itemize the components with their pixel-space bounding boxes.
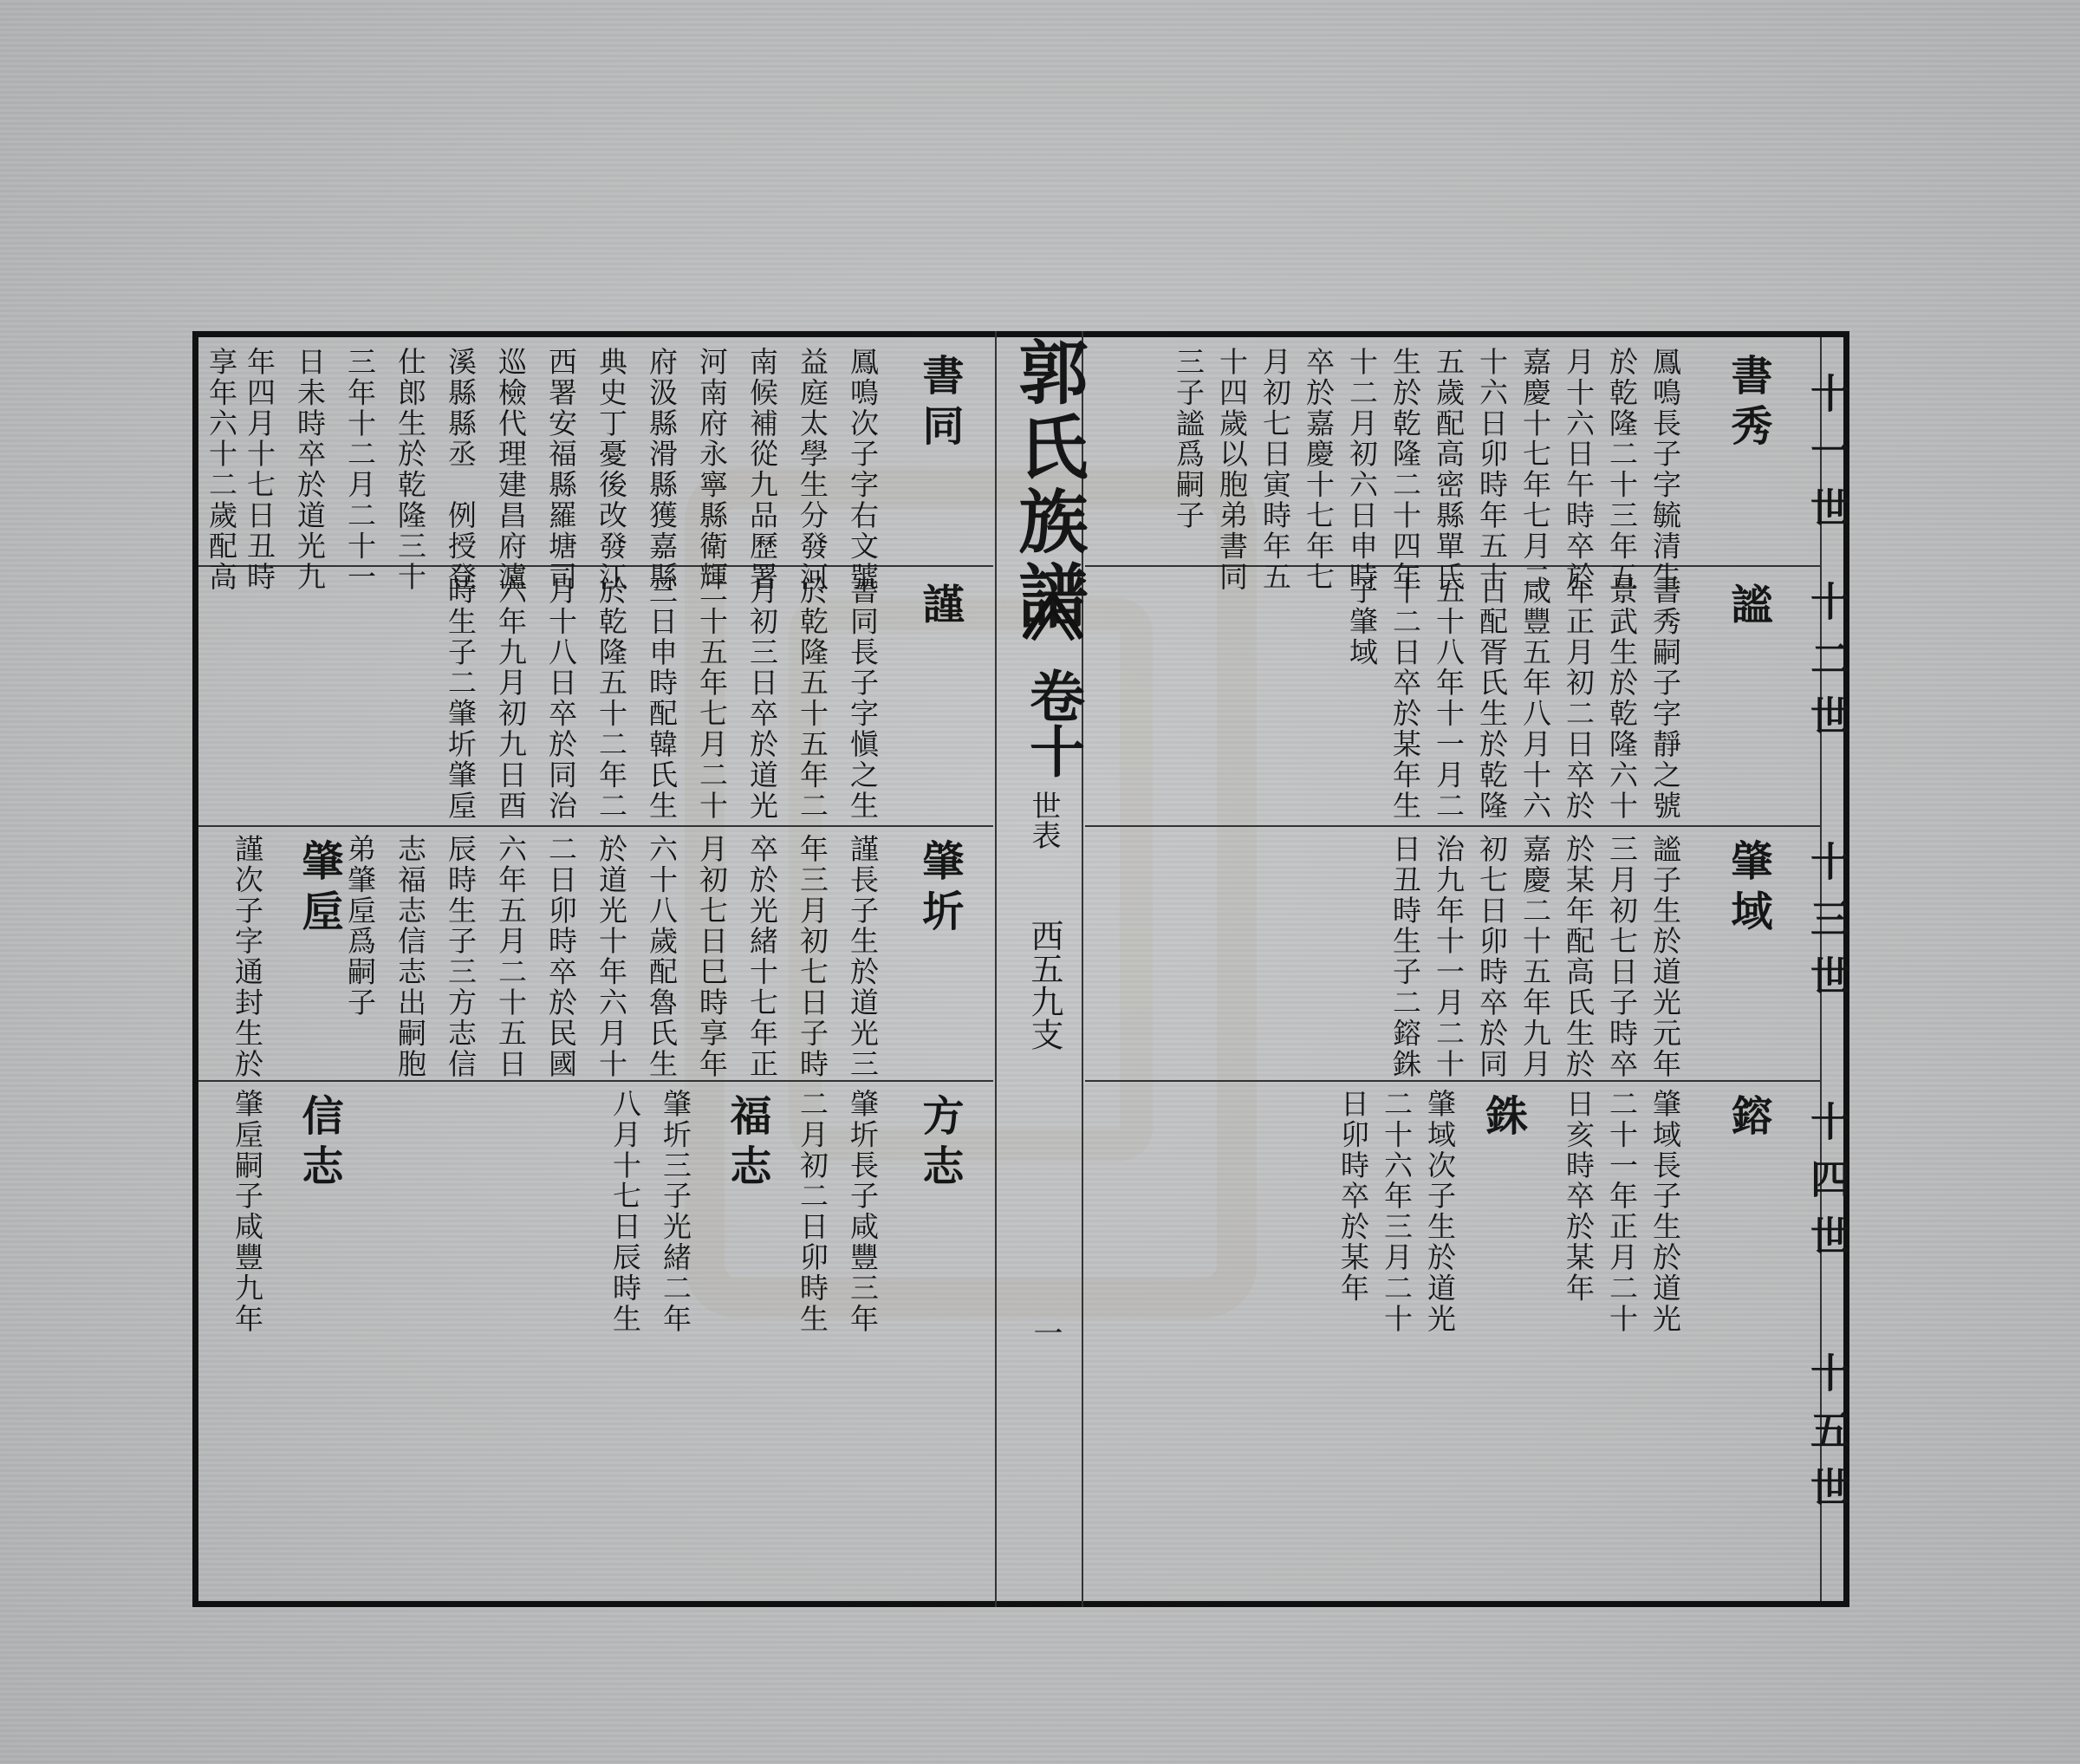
entry-text-shutong-1: 鳳鳴次子字右文號: [846, 347, 880, 593]
entry-name-fuzhi: 福志: [723, 1094, 771, 1194]
entry-text-zhaoqi-9: 辰時生子三方志信: [444, 834, 478, 1080]
entry-text-zhaoyu-4: 嘉慶二十五年九月: [1518, 834, 1552, 1080]
entry-text-jin-6: 於乾隆五十二年二: [595, 576, 628, 822]
entry-text-zhaoqi-5: 六十八歲配魯氏生: [645, 834, 679, 1080]
entry-text-shuxiu-10: 月初七日寅時年五: [1258, 347, 1292, 593]
entry-name-xinzhi: 信志: [295, 1094, 343, 1194]
entry-text-mi-8: 子肇域: [1345, 576, 1379, 668]
entry-text-shuxiu-1: 鳳鳴長子字毓清生: [1648, 347, 1682, 593]
entry-text-jin-3: 月初三日卒於道光: [745, 576, 779, 822]
entry-text-shuxiu-6: 五歲配高密縣單氏: [1432, 347, 1466, 593]
entry-text-shutong-10: 仕郎生於乾隆三十: [393, 347, 427, 593]
entry-text-zhu-1: 肇域次子生於道光: [1423, 1089, 1457, 1335]
entry-text-zhaoqi-2: 年三月初七日子時: [796, 834, 829, 1080]
entry-text-mi-4: 咸豐五年八月十六: [1518, 576, 1552, 822]
entry-name-zhaoyu: 肇域: [1724, 839, 1772, 940]
entry-name-shutong: 書同: [915, 354, 964, 454]
fish-tail-mark-icon: [1023, 589, 1083, 641]
genealogy-title: 郭氏族譜: [1007, 336, 1089, 635]
entry-text-shuxiu-3: 月十六日午時卒於: [1562, 347, 1596, 593]
entry-text-zhaoqi-4: 月初七日巳時享年: [695, 834, 729, 1080]
entry-text-zhaoqi-6: 於道光十年六月十: [595, 834, 628, 1080]
entry-text-shutong-13: 年四月十七日丑時: [243, 347, 276, 593]
entry-text-mi-2: 景武生於乾隆六十: [1605, 576, 1639, 822]
volume-label: 卷十: [1020, 667, 1085, 778]
entry-text-shutong-12: 日未時卒於道光九: [293, 347, 327, 593]
entry-name-rong: 鎔: [1724, 1094, 1772, 1144]
row-divider-right-3: [1085, 1080, 1820, 1082]
entry-text-jin-1: 書同長子字愼之生: [846, 576, 880, 822]
generation-label-15: 十五世: [1804, 1352, 1851, 1524]
entry-text-shutong-2: 益庭太學生分發河: [796, 347, 829, 593]
entry-text-zhaoyu-1: 謐子生於道光元年: [1648, 834, 1682, 1080]
entry-text-shuxiu-11: 十四歲以胞弟書同: [1215, 347, 1249, 593]
entry-text-rong-2: 二十一年正月二十: [1605, 1089, 1639, 1335]
entry-text-zhaoqi-11: 弟肇垕爲嗣子: [343, 834, 377, 1019]
entry-text-mi-7: 十二日卒於某年生: [1388, 576, 1422, 822]
entry-text-shutong-8: 巡檢代理建昌府瀘: [494, 347, 528, 593]
entry-text-shutong-5: 府汲縣滑縣獲嘉縣: [645, 347, 679, 593]
entry-text-mi-6: 五十八年十一月二: [1432, 576, 1466, 822]
entry-text-shutong-14: 享年六十二歲配高: [205, 347, 238, 593]
entry-name-mi: 謐: [1724, 583, 1772, 633]
entry-text-zhu-2: 二十六年三月二十: [1380, 1089, 1414, 1335]
entry-text-mi-3: 年正月初二日卒於: [1562, 576, 1596, 822]
entry-text-zhaoqi-8: 六年五月二十五日: [494, 834, 528, 1080]
entry-text-rong-1: 肇域長子生於道光: [1648, 1089, 1682, 1335]
entry-text-shuxiu-5: 十六日卯時年五十: [1475, 347, 1509, 593]
entry-name-jin: 謹: [915, 583, 964, 633]
entry-text-rong-3: 日亥時卒於某年: [1562, 1089, 1596, 1304]
entry-text-zhaoyu-6: 治九年十一月二十: [1432, 834, 1466, 1080]
row-divider-left-3: [198, 1080, 993, 1082]
entry-text-zhaoyu-3: 於某年配高氏生於: [1562, 834, 1596, 1080]
page-number: 一: [1028, 1318, 1063, 1347]
entry-text-shutong-4: 河南府永寧縣衛輝: [695, 347, 729, 593]
row-divider-right-2: [1085, 825, 1820, 827]
entry-text-shuxiu-2: 於乾隆二十三年五: [1605, 347, 1639, 593]
entry-text-shuxiu-8: 十二月初六日申時: [1345, 347, 1379, 593]
spine-line-left: [995, 331, 997, 1607]
branch-label: 西五九支: [1025, 919, 1063, 1051]
row-divider-left-2: [198, 825, 993, 827]
entry-text-fangzhi-1: 肇圻長子咸豐三年: [846, 1089, 880, 1335]
entry-text-shutong-11: 三年十二月二十一: [343, 347, 377, 593]
entry-text-jin-2: 於乾隆五十五年二: [796, 576, 829, 822]
entry-name-shuxiu: 書秀: [1724, 354, 1772, 454]
entry-text-fuzhi-1: 肇圻三子光緒二年: [659, 1089, 692, 1335]
entry-text-zhaoqi-7: 二日卯時卒於民國: [544, 834, 578, 1080]
entry-text-shuxiu-4: 嘉慶十七年七月二: [1518, 347, 1552, 593]
entry-text-zhaoqi-3: 卒於光緒十七年正: [745, 834, 779, 1080]
entry-text-zhaoqi-1: 謹長子生於道光三: [846, 834, 880, 1080]
entry-text-shutong-3: 南候補從九品歷署: [745, 347, 779, 593]
entry-text-zhaoyu-7: 日丑時生子二鎔銖: [1388, 834, 1422, 1080]
entry-text-fuzhi-2: 八月十七日辰時生: [608, 1089, 642, 1335]
entry-text-jin-8: 六年九月初九日酉: [494, 576, 528, 822]
entry-text-shuxiu-12: 三子謐爲嗣子: [1172, 347, 1206, 531]
entry-text-zhaoqi-10: 志福志信志出嗣胞: [393, 834, 427, 1080]
entry-text-fangzhi-2: 二月初二日卯時生: [796, 1089, 829, 1335]
entry-name-zhaoqi: 肇圻: [915, 839, 964, 940]
entry-text-zhu-3: 日卯時卒於某年: [1336, 1089, 1370, 1304]
entry-text-zhaoyu-5: 初七日卯時卒於同: [1475, 834, 1509, 1080]
entry-text-shutong-7: 西署安福縣羅塘司: [544, 347, 578, 593]
entry-text-zhaohou-1: 謹次子字通封生於: [231, 834, 264, 1080]
entry-text-shutong-9: 溪縣縣丞 例授登: [444, 347, 478, 593]
entry-name-fangzhi: 方志: [915, 1094, 964, 1194]
entry-text-mi-5: 日配胥氏生於乾隆: [1475, 576, 1509, 822]
entry-name-zhaohou: 肇垕: [295, 839, 343, 940]
entry-text-shuxiu-9: 卒於嘉慶十七年七: [1302, 347, 1336, 593]
entry-text-shutong-6: 典史丁憂後改發江: [595, 347, 628, 593]
entry-text-jin-7: 月十八日卒於同治: [544, 576, 578, 822]
generation-label-12: 十二世: [1804, 581, 1851, 752]
entry-text-shuxiu-7: 生於乾隆二十四年: [1388, 347, 1422, 593]
entry-text-zhaoyu-2: 三月初七日子時卒: [1605, 834, 1639, 1080]
section-label: 世表: [1026, 791, 1061, 849]
entry-text-jin-4: 二十五年七月二十: [695, 576, 729, 822]
generation-label-11: 十一世: [1804, 373, 1851, 544]
entry-text-jin-9: 時生子二肇圻肇垕: [444, 576, 478, 822]
generation-label-13: 十三世: [1804, 841, 1851, 1012]
entry-text-jin-5: 三日申時配韓氏生: [645, 576, 679, 822]
entry-text-xinzhi-1: 肇垕嗣子咸豐九年: [231, 1089, 264, 1335]
entry-text-mi-1: 書秀嗣子字靜之號: [1648, 576, 1682, 822]
entry-name-zhu: 銖: [1479, 1094, 1527, 1144]
generation-label-14: 十四世: [1804, 1101, 1851, 1273]
